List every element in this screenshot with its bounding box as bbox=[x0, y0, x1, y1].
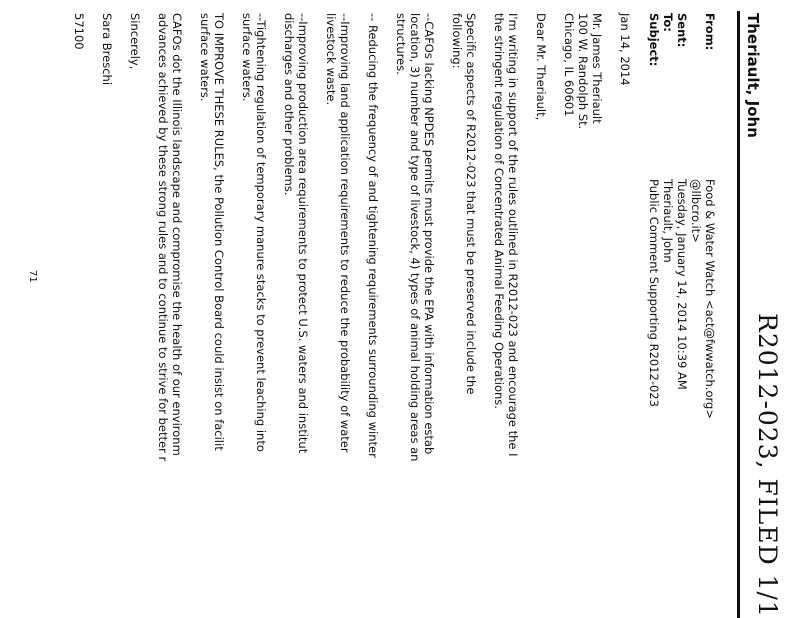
sent-label: Sent: bbox=[675, 13, 689, 48]
aspects-line: following: bbox=[450, 13, 464, 69]
improve-line: TO IMPROVE THESE RULES, the Pollution Control Board could insist on facilit bbox=[212, 13, 226, 451]
sender-name: Theriault, John bbox=[744, 13, 762, 138]
subject-value: Public Comment Supporting R2012-023 bbox=[647, 179, 661, 407]
salutation: Dear Mr. Theriault, bbox=[534, 13, 548, 121]
point-5-line: surface waters. bbox=[240, 13, 254, 102]
point-1-line: location, 3) number and type of livestock, 4) types of animal holding areas an bbox=[408, 13, 422, 462]
point-3-line: --Improving land application requirements to reduce the probability of water bbox=[338, 13, 352, 453]
closing-para-line: CAFOs dot the Illinois landscape and compromise the health of our environm bbox=[170, 13, 184, 456]
point-1-line: structures. bbox=[394, 13, 408, 75]
page-number: 71 bbox=[27, 270, 38, 283]
from-label: From: bbox=[703, 13, 717, 51]
sign-off: Sincerely, bbox=[128, 13, 142, 70]
from-value-cont: @llbcro.it> bbox=[689, 179, 703, 243]
point-3-line: livestock waste. bbox=[324, 13, 338, 106]
address-line: Mr. James Theriault bbox=[590, 13, 604, 124]
improve-line: surface waters. bbox=[198, 13, 212, 102]
to-label: To: bbox=[661, 13, 675, 32]
point-4-line: discharges and other problems. bbox=[282, 13, 296, 196]
address-line: Chicago, IL 60601 bbox=[562, 13, 576, 117]
intro-line: I'm writing in support of the rules outlined in R2012-023 and encourage the I bbox=[506, 13, 520, 457]
point-1-line: --CAFOs lacking NPDES permits must provide the EPA with information estab bbox=[422, 13, 436, 455]
closing-para-line: advances achieved by these strong rules and to continue to strive for better r bbox=[156, 13, 170, 462]
address-line: 100 W. Randolph St. bbox=[576, 13, 590, 130]
aspects-line: Specific aspects of R2012-023 that must be preserved include the bbox=[464, 13, 478, 395]
point-2-line: -- Reducing the frequency of and tightening requirements surrounding winter bbox=[366, 13, 380, 458]
subject-label: Subject: bbox=[647, 13, 661, 67]
filed-stamp: R2012-023, FILED 1/1 bbox=[753, 313, 782, 618]
to-value: Theriault, John bbox=[661, 179, 675, 263]
signer-zip: 57100 bbox=[72, 13, 86, 50]
header-divider bbox=[737, 11, 740, 618]
sent-value: Tuesday, January 14, 2014 10:39 AM bbox=[675, 179, 689, 390]
intro-line: the stringent regulation of Concentrated Animal Feeding Operations. bbox=[492, 13, 506, 409]
from-value: Food & Water Watch <act@fwwatch.org> bbox=[703, 179, 717, 419]
point-5-line: --Tightening regulation of temporary manure stacks to prevent leaching into bbox=[254, 13, 268, 452]
point-4-line: --Improving production area requirements to protect U.S. waters and institut bbox=[296, 13, 310, 454]
letter-body bbox=[72, 13, 632, 618]
letter-date: Jan 14, 2014 bbox=[618, 13, 632, 86]
signer-name: Sara Breschi bbox=[100, 13, 114, 86]
